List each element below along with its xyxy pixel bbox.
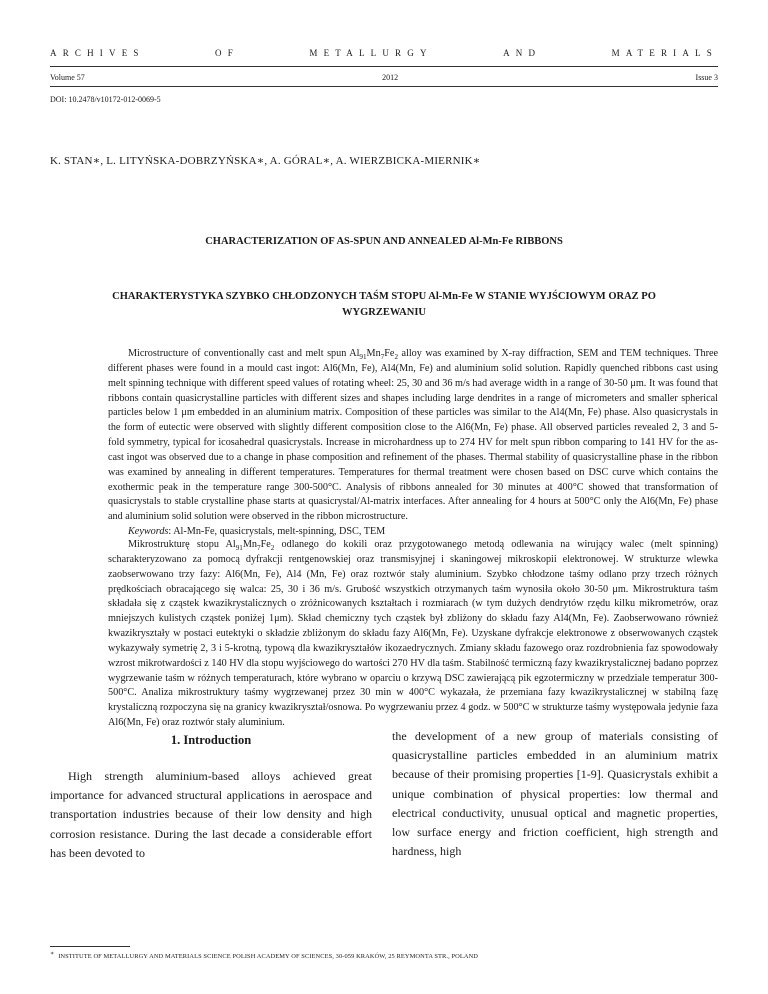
authors: K. STAN∗, L. LITYŃSKA-DOBRZYŃSKA∗, A. GÓRAL∗, A. WIERZBICKA-MIERNIK∗	[50, 155, 481, 167]
paper-title: CHARACTERIZATION OF AS-SPUN AND ANNEALED Al-Mn-Fe RIBBONS	[205, 236, 563, 247]
intro-paragraph: High strength aluminium-based alloys achieved great importance for advanced structural applications in aerospace and transportation industries because of their low density and high corrosion resistance. During the last decade a considerable effort has been devoted to	[50, 769, 372, 860]
header-rule	[50, 66, 718, 67]
column-right	[392, 727, 718, 861]
issue-meta	[50, 73, 718, 82]
journal-word: OF	[215, 48, 239, 58]
volume: Volume 57	[50, 73, 85, 82]
journal-word: AND	[503, 48, 542, 58]
intro-continuation: the development of a new group of materials consisting of quasicrystalline particles embedded in an aluminium matrix because of their promising properties [1-9]. Quasicrystals exhibit a unique combination of physical properties: low thermal and electrical conductivity, unusual optical and magnetic properties, low surface energy and friction coefficient, high strength and hardness, high	[392, 729, 718, 859]
keywords: Keywords: Al-Mn-Fe, quasicrystals, melt-spinning, DSC, TEM	[128, 526, 386, 538]
year: 2012	[382, 73, 399, 82]
paper-title-polish: CHARAKTERYSTYKA SZYBKO CHŁODZONYCH TAŚM STOPU Al-Mn-Fe W STANIE WYJŚCIOWYM ORAZ PO WYGRZEWANIU	[112, 291, 656, 318]
footnote-rule	[50, 946, 130, 947]
abstract-english: Microstructure of conventionally cast and melt spun $Al_{91}Mn_7Fe_2$ alloy was examined by X-ray diffraction, SEM and TEM techniques. Three different phases were found in a mould cast ingot: Al6(Mn, Fe), Al4(Mn, Fe) and aluminium solid solution. Rapidly quenched ribbons cast using melt spinning technique with different speed values of rotating wheel: 25, 30 and 36 m/s had average width in a range of 30-50 μm. It was found that ribbons contain quasicrystalline particles with different sizes and shapes including large dendrites in a range of micrometers and smaller spherical particles below 1 μm embedded in an aluminium matrix. Composition of these particles was similar to the Al4(Mn, Fe) phase. Also quasicrystals in the form of eutectic were observed with slightly different composition close to the Al6(Mn, Fe) phase. All observed particles revealed 2, 3 and 5- fold symmetry, typical for icosahedral quasicrystals. Increase in microhardness up to 274 HV for melt spun ribbon comparing to 141 HV for the as-cast ingot was observed due to a change in phase composition and refinement of the phases. Thermal stability of quasicrystalline phase in the ribbon was examined by annealing in different temperatures. Temperatures for thermal treatment were chosen based on DSC curve which contains the exothermic peak in the temperature range 300-500°C. Analysis of ribbons annealed for 30 minutes at 400°C showed that transformation of quasicrystals to stable crystalline phase starts at quasicrystal/Al-matrix interfaces. After annealing for 4 hours at 500°C only the Al6(Mn, Fe) phase and aluminium solid solution were observed in the ribbon microstructure. Keywords: Al-Mn-Fe, quasicrystals, melt-spinning, DSC, TEM	[108, 347, 718, 540]
footnote-marker: ∗	[50, 951, 55, 957]
column-left	[50, 733, 372, 863]
journal-word: MATERIALS	[611, 48, 718, 58]
doi: DOI: 10.2478/v10172-012-0069-5	[50, 95, 161, 104]
abstract-body: alloy was examined by X-ray diffraction, SEM and TEM techniques. Three different phases were found in a mould cast ingot: Al6(Mn, Fe), Al4(Mn, Fe) and aluminium solid solution. Rapidly quenched ribbons cast using melt spinning technique with different speed values of rotating wheel: 25, 30 and 36 m/s had average width in a range of 30-50 μm. It was found that ribbons contain quasicrystalline particles with different sizes and shapes including large dendrites in a range of micrometers and smaller spherical particles below 1 μm embedded in an aluminium matrix. Composition of these particles was similar to the Al4(Mn, Fe) phase. Also quasicrystals in the form of eutectic were observed with slightly different composition close to the Al6(Mn, Fe) phase. All observed particles revealed 2, 3 and 5- fold symmetry, typical for icosahedral quasicrystals. Increase in microhardness up to 274 HV for melt spun ribbon comparing to 141 HV for the as-cast ingot was observed due to a change in phase composition and refinement of the phases. Thermal stability of quasicrystalline phase in the ribbon was examined by annealing in different temperatures. Temperatures for thermal treatment were chosen based on DSC curve which contains the exothermic peak in the temperature range 300-500°C. Analysis of ribbons annealed for 30 minutes at 400°C showed that transformation of quasicrystals to stable crystalline phase starts at quasicrystal/Al-matrix interfaces. After annealing for 4 hours at 500°C only the Al6(Mn, Fe) phase and aluminium solid solution were observed in the ribbon microstructure.	[108, 348, 719, 523]
section-heading: 1. Introduction	[170, 733, 252, 747]
abstract-body-polish: odlanego do kokili oraz przygotowanego metodą odlewania na wirujący walec (melt spinning) scharakteryzowano za pomocą dyfrakcji rentgenowskiej oraz transmisyjnej i skaningowej mikroskopii elektronowej. W strukturze wlewka zaobserwowano trzy fazy: Al6(Mn, Fe), Al4 (Mn, Fe) oraz roztwór stały aluminium. Szybko chłodzone taśmy odlano przy trzech różnych prędkościach obracającego się walca: 25, 30 i 36 m/s. Grubość wszystkich otrzymanych taśm wynosiła około 30-50 μm. Mikrostruktura taśm składała się z cząstek kwazikrystalicznych o zróżnicowanych kształtach i rozmiarach (w tym dużych dendrytów rzędu kilku mikrometrów, oraz mniejszych kulistych cząstek poniżej 1μm). Skład chemiczny tych cząstek był zbliżony do składu fazy Al4(Mn, Fe). Zaobserwowano również kwazikryształy w postaci eutektyki o składzie zbliżonym do składu fazy Al6(Mn, Fe). Uzyskane dyfrakcje elektronowe z obserwowanych cząstek wykazywały symetrię 2, 3 i 5-krotną, typową dla kwazikryształów ikozaedrycznych. Zmiany składu fazowego oraz rozdrobnienia faz spowodowały wzrost mikrotwardości z 140 HV dla stopu wyjściowego do wartości 270 HV dla taśm. Stabilność termiczną fazy kwazikrystalicznej badano poprzez wygrzewanie taśm w różnych temperaturach, które wybrano w oparciu o krzywą DSC zawierającą pik egzotermiczny w przedziale temperatur 300-500°C. Analiza mikrostruktury taśmy wygrzewanej przez 30 min w 400°C wykazała, że przemiana fazy kwazikrystalicznej w stabilną fazę krystaliczną rozpoczyna się na granicy kwazikryształ/osnowa. Po wygrzewaniu przez 4 godz. w 500°C w strukturze taśmy występowała jedynie faza Al6(Mn, Fe) oraz roztwór stały aluminium.	[108, 539, 718, 729]
header-rule-bottom	[50, 86, 718, 87]
affiliation-footnote: ∗ INSTITUTE OF METALLURGY AND MATERIALS SCIENCE POLISH ACADEMY OF SCIENCES, 30-059 KRAKÓW, 25 REYMONTA STR., POLAND	[50, 951, 479, 961]
issue: Issue 3	[695, 73, 718, 82]
journal-word: ARCHIVES	[50, 48, 145, 58]
journal-name	[50, 48, 718, 64]
abstract-polish: Mikrostrukturę stopu $Al_{91}Mn_7Fe_2$ odlanego do kokili oraz przygotowanego metodą odlewania na wirujący walec (melt spinning) scharakteryzowano za pomocą dyfrakcji rentgenowskiej oraz transmisyjnej i skaningowej mikroskopii elektronowej. W strukturze wlewka zaobserwowano trzy fazy: Al6(Mn, Fe), Al4 (Mn, Fe) oraz roztwór stały aluminium. Szybko chłodzone taśmy odlano przy trzech różnych prędkościach obracającego się walca: 25, 30 i 36 m/s. Grubość wszystkich otrzymanych taśm wynosiła około 30-50 μm. Mikrostruktura taśm składała się z cząstek kwazikrystalicznych o zróżnicowanych kształtach i rozmiarach (w tym dużych dendrytów rzędu kilku mikrometrów, oraz mniejszych kulistych cząstek poniżej 1μm). Skład chemiczny tych cząstek był zbliżony do składu fazy Al4(Mn, Fe). Zaobserwowano również kwazikryształy w postaci eutektyki o składzie zbliżonym do składu fazy Al6(Mn, Fe). Uzyskane dyfrakcje elektronowe z obserwowanych cząstek wykazywały symetrię 2, 3 i 5-krotną, typową dla kwazikryształów ikozaedrycznych. Zmiany składu fazowego oraz rozdrobnienia faz spowodowały wzrost mikrotwardości z 140 HV dla stopu wyjściowego do wartości 270 HV dla taśm. Stabilność termiczną fazy kwazikrystalicznej badano poprzez wygrzewanie taśm w różnych temperaturach, które wybrano w oparciu o krzywą DSC zawierającą pik egzotermiczny w przedziale temperatur 300-500°C. Analiza mikrostruktury taśmy wygrzewanej przez 30 min w 400°C wykazała, że przemiana fazy kwazikrystalicznej w stabilną fazę krystaliczną rozpoczyna się na granicy kwazikryształ/osnowa. Po wygrzewaniu przez 4 godz. w 500°C w strukturze taśmy występowała jedynie faza Al6(Mn, Fe) oraz roztwór stały aluminium.	[108, 539, 718, 729]
journal-word: METALLURGY	[309, 48, 433, 58]
